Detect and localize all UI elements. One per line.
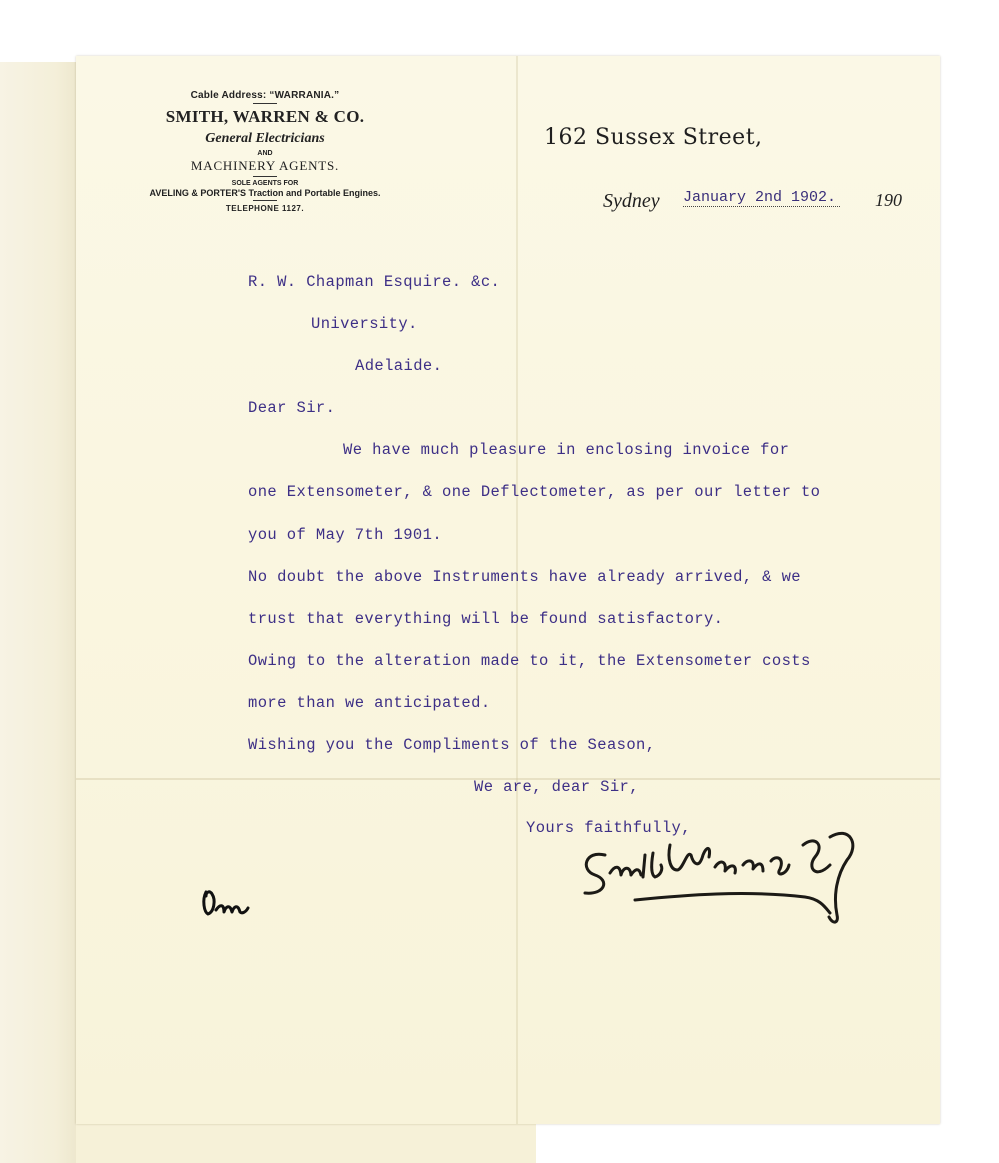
body-line: We have much pleasure in enclosing invoice for (343, 441, 790, 459)
body-line: one Extensometer, & one Deflectometer, as per our letter to (248, 483, 821, 501)
printed-year-prefix: 190 (875, 190, 902, 210)
letter-sheet (76, 56, 940, 1124)
body-line: trust that everything will be found satisfactory. (248, 610, 724, 628)
recipient-name: R. W. Chapman Esquire. &c. (248, 273, 501, 291)
salutation: Dear Sir. (248, 399, 336, 417)
body-line: you of May 7th 1901. (248, 526, 443, 544)
handwritten-signature (575, 825, 865, 930)
machinery-agents: MACHINERY AGENTS. (190, 158, 340, 173)
handwritten-initials (198, 882, 250, 922)
letterhead (100, 90, 430, 213)
body-line: No doubt the above Instruments have already arrived, & we (248, 568, 801, 586)
cable-address: Cable Address: “WARRANIA.” (190, 90, 340, 101)
recipient-institution: University. (311, 315, 418, 333)
underlying-page-strip (76, 1124, 536, 1163)
company-tagline: General Electricians (205, 131, 325, 146)
body-line: Wishing you the Compliments of the Season, (248, 736, 656, 754)
engines-line: AVELING & PORTER'S Traction and Portable Engines. (149, 188, 381, 198)
sender-address: 162 Sussex Street, (544, 125, 763, 150)
letterhead-rule (253, 103, 277, 104)
recipient-city: Adelaide. (355, 357, 443, 375)
letterhead-rule (253, 176, 277, 177)
and-label: AND (257, 150, 273, 157)
letter-date: January 2nd 1902. (683, 189, 840, 207)
underlying-page (0, 62, 81, 1163)
closing-line: Yours faithfully, (526, 819, 691, 837)
body-line: more than we anticipated. (248, 694, 491, 712)
body-line: Owing to the alteration made to it, the Extensometer costs (248, 652, 811, 670)
telephone: TELEPHONE 1127. (225, 204, 305, 213)
letterhead-rule (253, 200, 277, 201)
closing-line: We are, dear Sir, (474, 778, 639, 796)
fold-line-vertical (516, 56, 518, 1124)
sole-agents-label: SOLE AGENTS FOR (231, 180, 299, 187)
company-name: SMITH, WARREN & CO. (165, 107, 365, 126)
place-name: Sydney (603, 190, 660, 212)
